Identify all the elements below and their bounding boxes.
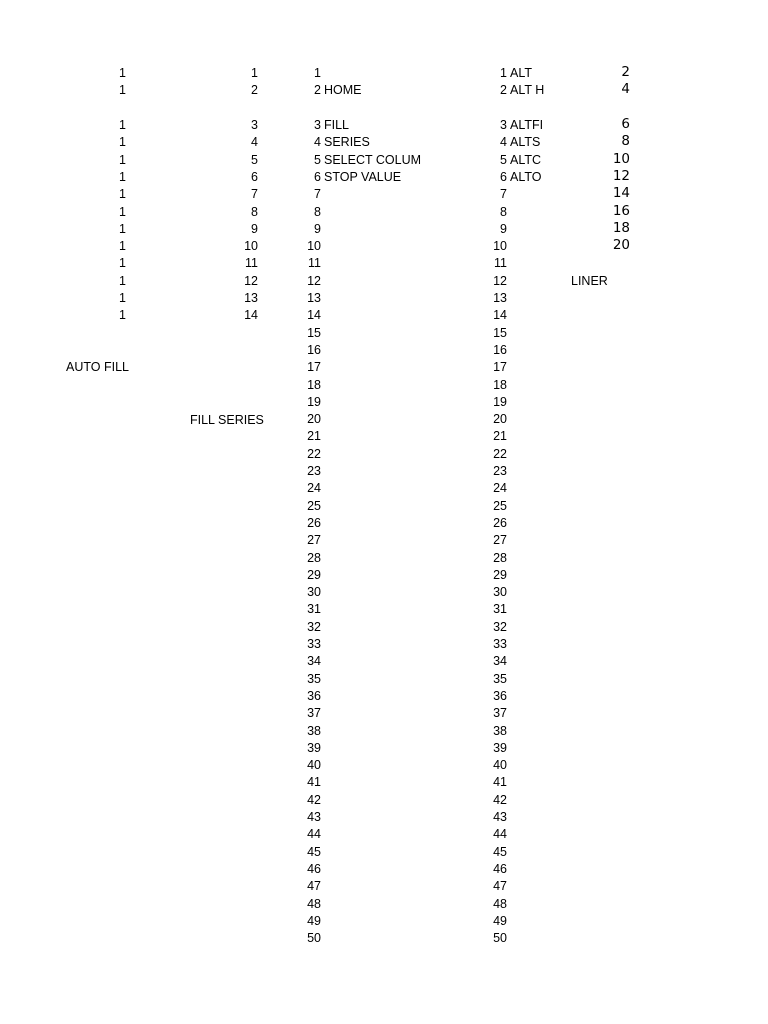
cell-number: 32 xyxy=(493,619,507,634)
cell-number: 33 xyxy=(307,637,321,651)
cell-number: 30 xyxy=(493,585,507,600)
cell-number: 44 xyxy=(307,827,321,842)
col-e-cell: 20 xyxy=(612,237,630,254)
col-a-cell: 1 xyxy=(119,66,126,80)
col-c-cell xyxy=(304,499,321,514)
cell-number: 11 xyxy=(308,256,321,271)
col-d-cell xyxy=(490,706,507,721)
col-c-cell xyxy=(304,533,321,548)
cell-number: 5 xyxy=(314,152,321,167)
col-c-cell xyxy=(304,741,321,756)
cell-text: SERIES xyxy=(324,135,370,150)
col-c-cell xyxy=(304,343,321,358)
col-c-cell xyxy=(304,758,321,773)
col-e-cell: 16 xyxy=(612,202,630,219)
col-e-cell: 8 xyxy=(621,133,630,150)
col-d-cell xyxy=(490,568,507,583)
cell-number: 15 xyxy=(307,325,321,340)
cell-number: 35 xyxy=(307,671,321,686)
fill-series-label: FILL SERIES xyxy=(190,413,264,427)
col-a-cell: 1 xyxy=(119,239,126,254)
col-c-cell xyxy=(304,170,401,185)
col-b-cell: 9 xyxy=(251,221,258,236)
col-c-cell xyxy=(304,222,321,237)
col-c-cell xyxy=(304,153,421,168)
col-c-cell xyxy=(304,845,321,860)
col-c-cell xyxy=(304,378,321,393)
col-c-cell xyxy=(304,879,321,894)
col-d-cell xyxy=(490,447,507,462)
col-d-cell xyxy=(490,620,507,635)
cell-number: 48 xyxy=(493,896,507,911)
col-d-cell xyxy=(490,775,507,790)
col-d-cell xyxy=(490,724,507,739)
col-d-cell xyxy=(490,187,507,202)
cell-number: 14 xyxy=(493,308,507,323)
col-d-cell xyxy=(490,827,507,842)
cell-text: ALTC xyxy=(510,152,542,167)
cell-text: STOP VALUE xyxy=(324,169,402,184)
cell-number: 33 xyxy=(493,637,507,651)
col-b-cell: 11 xyxy=(245,256,258,271)
col-c-cell xyxy=(304,118,349,133)
cell-number: 42 xyxy=(307,792,321,807)
cell-number: 7 xyxy=(500,187,507,202)
cell-number: 18 xyxy=(493,377,507,392)
cell-number: 45 xyxy=(493,844,507,859)
col-c-cell xyxy=(304,291,321,306)
col-c-cell xyxy=(304,810,321,825)
col-c-cell xyxy=(304,308,321,323)
cell-number: 23 xyxy=(493,464,507,478)
col-d-cell xyxy=(490,845,507,860)
col-c-cell xyxy=(304,602,321,617)
cell-number: 47 xyxy=(307,879,321,894)
cell-number: 21 xyxy=(307,429,321,444)
col-c-cell xyxy=(304,395,321,410)
col-d-cell xyxy=(490,931,507,946)
col-a-cell: 1 xyxy=(119,135,126,150)
col-c-cell xyxy=(304,931,321,946)
cell-number: 43 xyxy=(493,810,507,824)
cell-number: 3 xyxy=(500,118,507,132)
col-d-cell xyxy=(490,83,544,98)
col-d-cell xyxy=(490,602,507,617)
col-d-cell xyxy=(490,637,507,652)
col-c-cell xyxy=(304,914,321,929)
col-d-cell xyxy=(490,412,507,427)
cell-number: 2 xyxy=(314,83,321,98)
col-b-cell: 1 xyxy=(251,66,258,80)
col-d-cell xyxy=(490,672,507,687)
col-e-cell: 6 xyxy=(621,116,630,132)
col-c-cell xyxy=(304,447,321,462)
cell-number: 26 xyxy=(493,515,507,530)
col-c-cell xyxy=(304,689,321,704)
col-c-cell xyxy=(304,187,321,202)
cell-number: 29 xyxy=(307,567,321,582)
cell-number: 45 xyxy=(307,844,321,859)
col-b-cell: 10 xyxy=(244,239,258,254)
cell-text: HOME xyxy=(324,83,362,98)
col-b-cell: 12 xyxy=(244,273,258,288)
cell-number: 32 xyxy=(307,619,321,634)
col-d-cell xyxy=(490,481,507,496)
col-a-cell: 1 xyxy=(119,256,126,271)
cell-number: 35 xyxy=(493,671,507,686)
col-c-cell xyxy=(304,724,321,739)
cell-number: 1 xyxy=(314,66,321,80)
col-a-cell: 1 xyxy=(119,308,126,323)
col-c-cell xyxy=(304,827,321,842)
liner-label: LINER xyxy=(571,274,608,288)
cell-number: 19 xyxy=(493,394,507,409)
cell-number: 31 xyxy=(307,602,321,617)
col-c-cell xyxy=(304,326,321,341)
col-b-cell: 7 xyxy=(251,187,258,202)
cell-number: 37 xyxy=(307,706,321,721)
col-d-cell xyxy=(490,810,507,825)
cell-number: 16 xyxy=(307,342,321,357)
auto-fill-label: AUTO FILL xyxy=(66,360,129,374)
col-b-cell: 4 xyxy=(251,135,258,150)
cell-number: 20 xyxy=(493,412,507,427)
cell-number: 41 xyxy=(493,775,507,790)
cell-number: 28 xyxy=(307,550,321,565)
cell-number: 23 xyxy=(307,464,321,478)
cell-number: 19 xyxy=(307,394,321,409)
cell-number: 39 xyxy=(307,740,321,755)
cell-number: 15 xyxy=(493,325,507,340)
cell-text: SELECT COLUM xyxy=(324,152,422,167)
col-a-cell: 1 xyxy=(119,273,126,288)
cell-number: 46 xyxy=(493,861,507,876)
col-d-cell xyxy=(490,741,507,756)
cell-number: 24 xyxy=(307,481,321,496)
col-c-cell xyxy=(304,205,321,220)
col-e-cell: 4 xyxy=(621,81,630,98)
cell-number: 14 xyxy=(307,308,321,323)
cell-number: 17 xyxy=(493,360,507,375)
cell-number: 49 xyxy=(307,913,321,928)
cell-number: 34 xyxy=(493,654,507,669)
col-d-cell xyxy=(490,429,507,444)
col-c-cell xyxy=(304,637,321,652)
col-d-cell xyxy=(490,205,507,220)
cell-number: 12 xyxy=(307,273,321,288)
cell-number: 21 xyxy=(493,429,507,444)
col-a-cell: 1 xyxy=(119,221,126,236)
col-a-cell: 1 xyxy=(119,169,126,184)
cell-number: 3 xyxy=(314,118,321,132)
col-d-cell xyxy=(490,879,507,894)
col-d-cell xyxy=(490,118,543,133)
cell-number: 38 xyxy=(307,723,321,738)
col-c-cell xyxy=(304,360,321,375)
col-e-cell: 10 xyxy=(612,150,630,167)
col-b-cell: 8 xyxy=(251,204,258,219)
col-b-cell: 5 xyxy=(251,152,258,167)
col-c-cell xyxy=(304,585,321,600)
col-c-cell xyxy=(304,793,321,808)
cell-number: 31 xyxy=(493,602,507,617)
cell-number: 25 xyxy=(493,498,507,513)
col-c-cell xyxy=(304,464,321,479)
col-d-cell xyxy=(490,654,507,669)
cell-number: 22 xyxy=(493,446,507,461)
col-c-cell xyxy=(304,83,362,98)
col-c-cell xyxy=(304,429,321,444)
col-c-cell xyxy=(304,412,321,427)
cell-number: 47 xyxy=(493,879,507,894)
cell-number: 1 xyxy=(500,66,507,80)
col-c-cell xyxy=(304,897,321,912)
cell-number: 11 xyxy=(494,256,507,271)
col-d-cell xyxy=(490,326,507,341)
cell-number: 38 xyxy=(493,723,507,738)
cell-number: 29 xyxy=(493,567,507,582)
col-d-cell xyxy=(490,793,507,808)
col-b-cell: 3 xyxy=(251,118,258,132)
cell-text: ALTO xyxy=(510,169,542,184)
cell-number: 39 xyxy=(493,740,507,755)
col-c-cell xyxy=(304,274,321,289)
cell-number: 36 xyxy=(307,688,321,703)
cell-number: 4 xyxy=(314,135,321,150)
col-d-cell xyxy=(490,897,507,912)
col-c-cell xyxy=(304,775,321,790)
cell-text: ALT H xyxy=(510,83,545,98)
col-d-cell xyxy=(490,66,532,81)
col-d-cell xyxy=(490,464,507,479)
col-d-cell xyxy=(490,516,507,531)
cell-number: 36 xyxy=(493,688,507,703)
col-c-cell xyxy=(304,706,321,721)
cell-number: 40 xyxy=(307,758,321,773)
col-d-cell xyxy=(490,153,541,168)
col-e-cell: 14 xyxy=(612,185,630,202)
cell-number: 8 xyxy=(314,204,321,219)
cell-number: 10 xyxy=(307,239,321,254)
cell-number: 20 xyxy=(307,412,321,427)
cell-number: 13 xyxy=(307,291,321,305)
col-c-cell xyxy=(304,66,321,81)
cell-number: 48 xyxy=(307,896,321,911)
cell-number: 9 xyxy=(500,221,507,236)
col-d-cell xyxy=(490,551,507,566)
cell-number: 6 xyxy=(314,169,321,184)
cell-number: 41 xyxy=(307,775,321,790)
cell-number: 22 xyxy=(307,446,321,461)
col-c-cell xyxy=(304,654,321,669)
cell-number: 10 xyxy=(493,239,507,254)
cell-number: 12 xyxy=(493,273,507,288)
cell-number: 4 xyxy=(500,135,507,150)
col-a-cell: 1 xyxy=(119,204,126,219)
cell-number: 27 xyxy=(307,533,321,548)
col-d-cell xyxy=(490,378,507,393)
col-a-cell: 1 xyxy=(119,83,126,98)
col-d-cell xyxy=(490,308,507,323)
cell-number: 2 xyxy=(500,83,507,98)
cell-number: 7 xyxy=(314,187,321,202)
col-b-cell: 14 xyxy=(244,308,258,323)
col-c-cell xyxy=(304,481,321,496)
cell-number: 25 xyxy=(307,498,321,513)
col-c-cell xyxy=(304,135,370,150)
col-e-cell: 18 xyxy=(612,219,630,236)
cell-number: 50 xyxy=(493,931,507,946)
cell-number: 34 xyxy=(307,654,321,669)
cell-number: 28 xyxy=(493,550,507,565)
cell-text: FILL xyxy=(324,118,350,132)
cell-number: 24 xyxy=(493,481,507,496)
col-c-cell xyxy=(304,239,321,254)
cell-number: 6 xyxy=(500,169,507,184)
col-b-cell: 13 xyxy=(244,291,258,305)
col-b-cell: 2 xyxy=(251,83,258,98)
col-c-cell xyxy=(304,672,321,687)
cell-number: 50 xyxy=(307,931,321,946)
col-d-cell xyxy=(490,274,507,289)
cell-text: ALT xyxy=(510,66,532,80)
cell-number: 13 xyxy=(493,291,507,305)
col-d-cell xyxy=(490,533,507,548)
col-d-cell xyxy=(490,360,507,375)
col-c-cell xyxy=(304,862,321,877)
col-d-cell xyxy=(490,914,507,929)
col-d-cell xyxy=(490,239,507,254)
col-e-cell: 12 xyxy=(612,167,630,184)
col-d-cell xyxy=(490,862,507,877)
col-a-cell: 1 xyxy=(119,187,126,202)
col-d-cell xyxy=(490,758,507,773)
cell-text: ALTFI xyxy=(510,118,544,132)
col-c-cell xyxy=(304,256,321,271)
col-b-cell: 6 xyxy=(251,169,258,184)
cell-number: 8 xyxy=(500,204,507,219)
cell-number: 9 xyxy=(314,221,321,236)
cell-number: 26 xyxy=(307,515,321,530)
col-a-cell: 1 xyxy=(119,118,126,132)
cell-text: ALTS xyxy=(510,135,541,150)
col-a-cell: 1 xyxy=(119,152,126,167)
cell-number: 5 xyxy=(500,152,507,167)
col-c-cell xyxy=(304,568,321,583)
cell-number: 16 xyxy=(493,342,507,357)
col-e-cell: 2 xyxy=(621,64,630,80)
col-d-cell xyxy=(490,395,507,410)
col-d-cell xyxy=(490,689,507,704)
col-a-cell: 1 xyxy=(119,291,126,305)
col-d-cell xyxy=(490,291,507,306)
cell-number: 43 xyxy=(307,810,321,824)
col-d-cell xyxy=(490,343,507,358)
col-c-cell xyxy=(304,620,321,635)
col-d-cell xyxy=(490,135,540,150)
cell-number: 27 xyxy=(493,533,507,548)
col-c-cell xyxy=(304,551,321,566)
col-d-cell xyxy=(490,222,507,237)
col-d-cell xyxy=(490,585,507,600)
col-c-cell xyxy=(304,516,321,531)
cell-number: 17 xyxy=(307,360,321,375)
col-d-cell xyxy=(490,256,507,271)
col-d-cell xyxy=(490,499,507,514)
cell-number: 46 xyxy=(307,861,321,876)
cell-number: 18 xyxy=(307,377,321,392)
cell-number: 30 xyxy=(307,585,321,600)
cell-number: 49 xyxy=(493,913,507,928)
cell-number: 44 xyxy=(493,827,507,842)
cell-number: 40 xyxy=(493,758,507,773)
col-d-cell xyxy=(490,170,542,185)
cell-number: 37 xyxy=(493,706,507,721)
cell-number: 42 xyxy=(493,792,507,807)
